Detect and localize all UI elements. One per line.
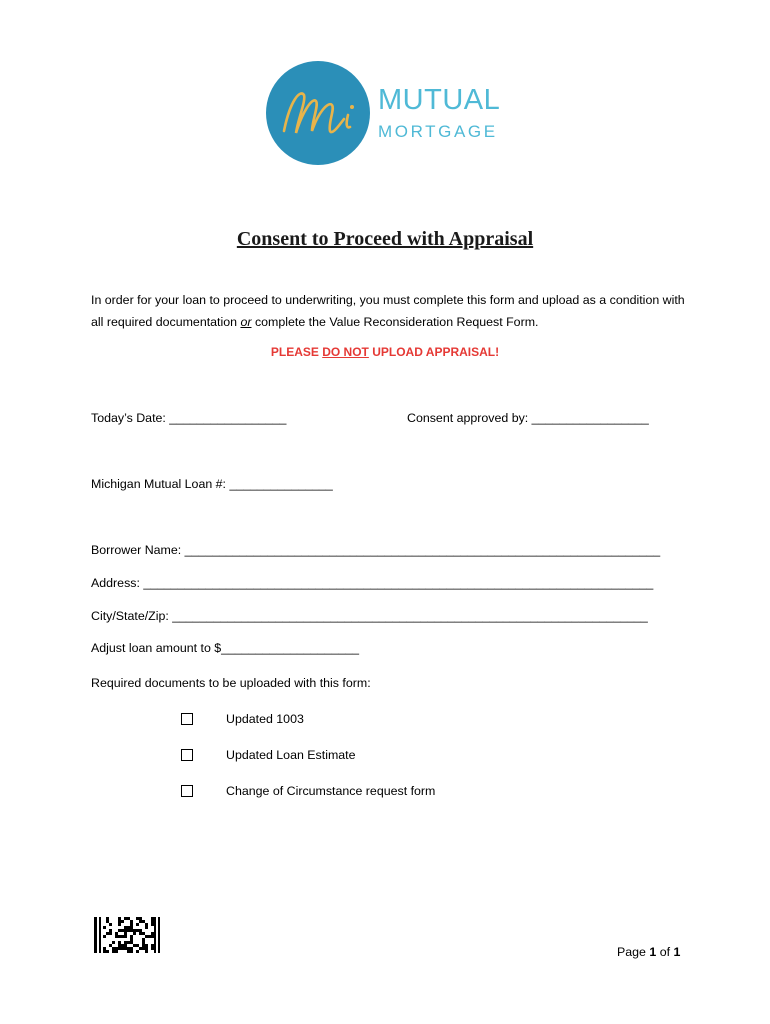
logo-line2: MORTGAGE [378, 122, 498, 141]
city-state-zip-field[interactable]: City/State/Zip: _____________________________________________________________________ [91, 609, 648, 623]
checkbox-label: Change of Circumstance request form [226, 784, 436, 798]
page-footer: Page 1 of 1 [617, 945, 681, 959]
todays-date-field[interactable]: Today’s Date: _________________ [91, 411, 287, 425]
borrower-name-field[interactable]: Borrower Name: _____________________________________________________________________ [91, 543, 661, 557]
barcode-icon [94, 917, 160, 953]
address-field[interactable]: Address: __________________________________________________________________________ [91, 576, 654, 590]
warning-notice: PLEASE DO NOT UPLOAD APPRAISAL! [270, 345, 500, 359]
checkbox-label: Updated 1003 [226, 712, 304, 726]
company-logo [266, 61, 506, 165]
logo-line1: MUTUAL [378, 84, 501, 116]
checkbox-updated-loan-estimate[interactable] [181, 749, 193, 761]
checkbox-change-of-circumstance[interactable] [181, 785, 193, 797]
page-title: Consent to Proceed with Appraisal [236, 228, 534, 250]
logo-circle [266, 61, 370, 165]
checkbox-label: Updated Loan Estimate [226, 748, 356, 762]
loan-number-field[interactable]: Michigan Mutual Loan #: _______________ [91, 477, 333, 491]
adjust-loan-amount-field[interactable]: Adjust loan amount to $____________________ [91, 641, 360, 655]
consent-approved-by-field[interactable]: Consent approved by: _________________ [407, 411, 649, 425]
required-docs-heading: Required documents to be uploaded with this form: [91, 676, 371, 690]
intro-paragraph: In order for your loan to proceed to underwriting, you must complete this form and upload as a condition with all required documentation or complete the Value Reconsideration Request Form. [91, 293, 685, 329]
checkbox-updated-1003[interactable] [181, 713, 193, 725]
